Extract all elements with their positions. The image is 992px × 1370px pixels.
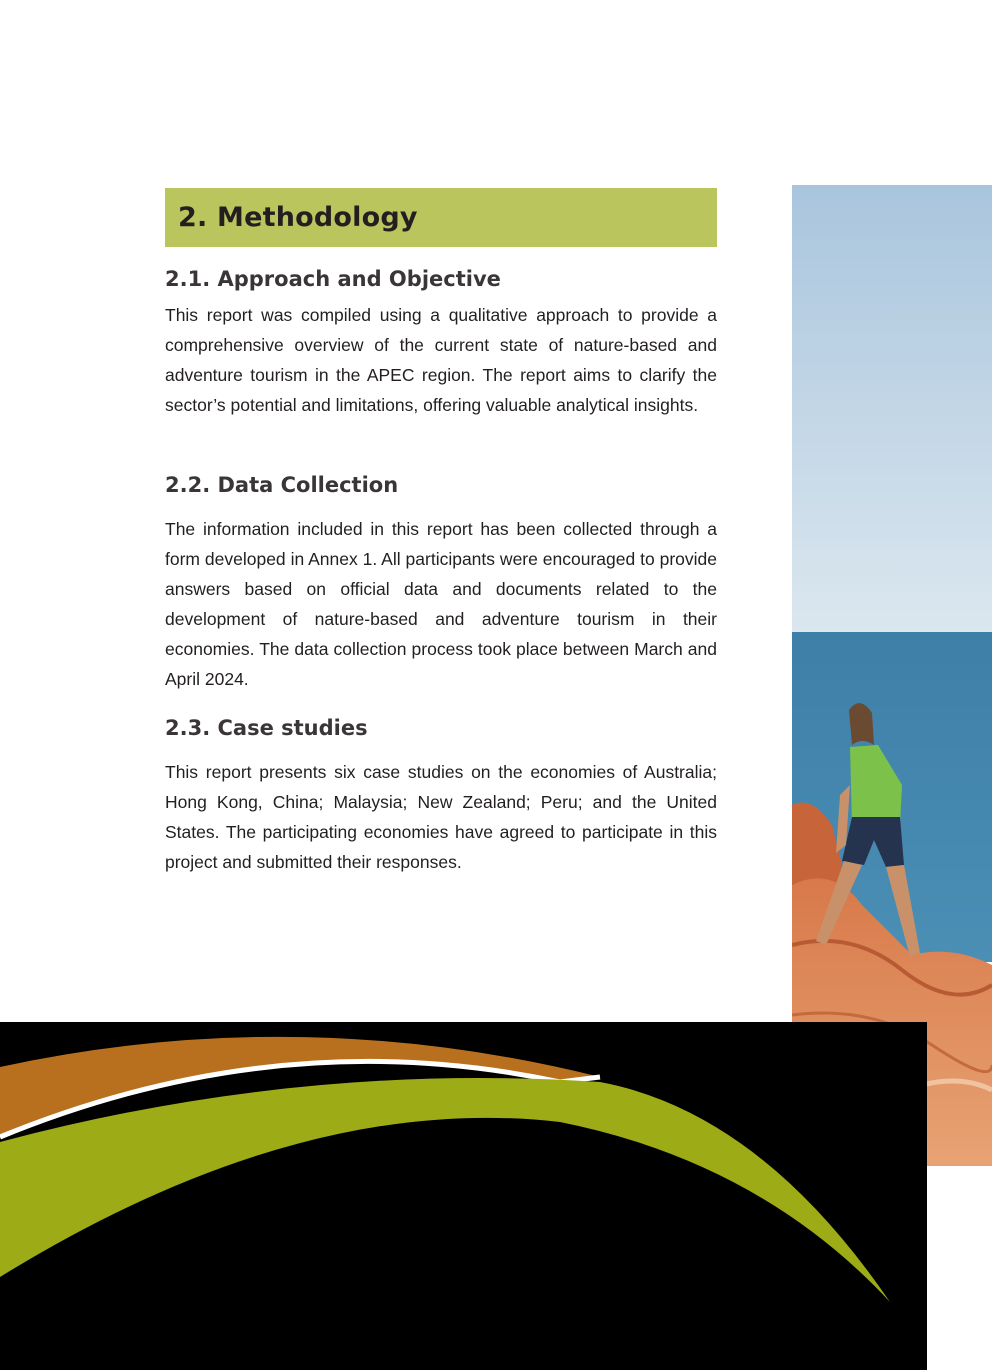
paragraph-approach: This report was compiled using a qualitative approach to provide a comprehensive overview of the current state of nature-based and adventure tourism in the APEC region. The report aims to clarify the sector’s potential and limitations, offering valuable analytical insights. (165, 305, 717, 415)
section-title-banner (165, 188, 717, 247)
section-title: 2. Methodology (178, 202, 418, 233)
paragraph-data-collection: The information included in this report has been collected through a form developed in Annex 1. All participants were encouraged to provide answers based on official data and documents related to the development of nature-based and adventure tourism in their economies. The data collection process took place between March and April 2024. (165, 519, 717, 689)
subsection-heading-data-collection: 2.2. Data Collection (165, 473, 399, 497)
coastal-walker-photo (792, 185, 992, 1166)
subsection-heading-case-studies: 2.3. Case studies (165, 716, 368, 740)
paragraph-case-studies: This report presents six case studies on the economies of Australia; Hong Kong, China; Malaysia; New Zealand; Peru; and the United States. The participating economies have agreed to participate in this project and submitted their responses. (165, 762, 717, 872)
subsection-heading-approach: 2.1. Approach and Objective (165, 267, 501, 291)
decorative-swoosh (0, 1022, 927, 1370)
